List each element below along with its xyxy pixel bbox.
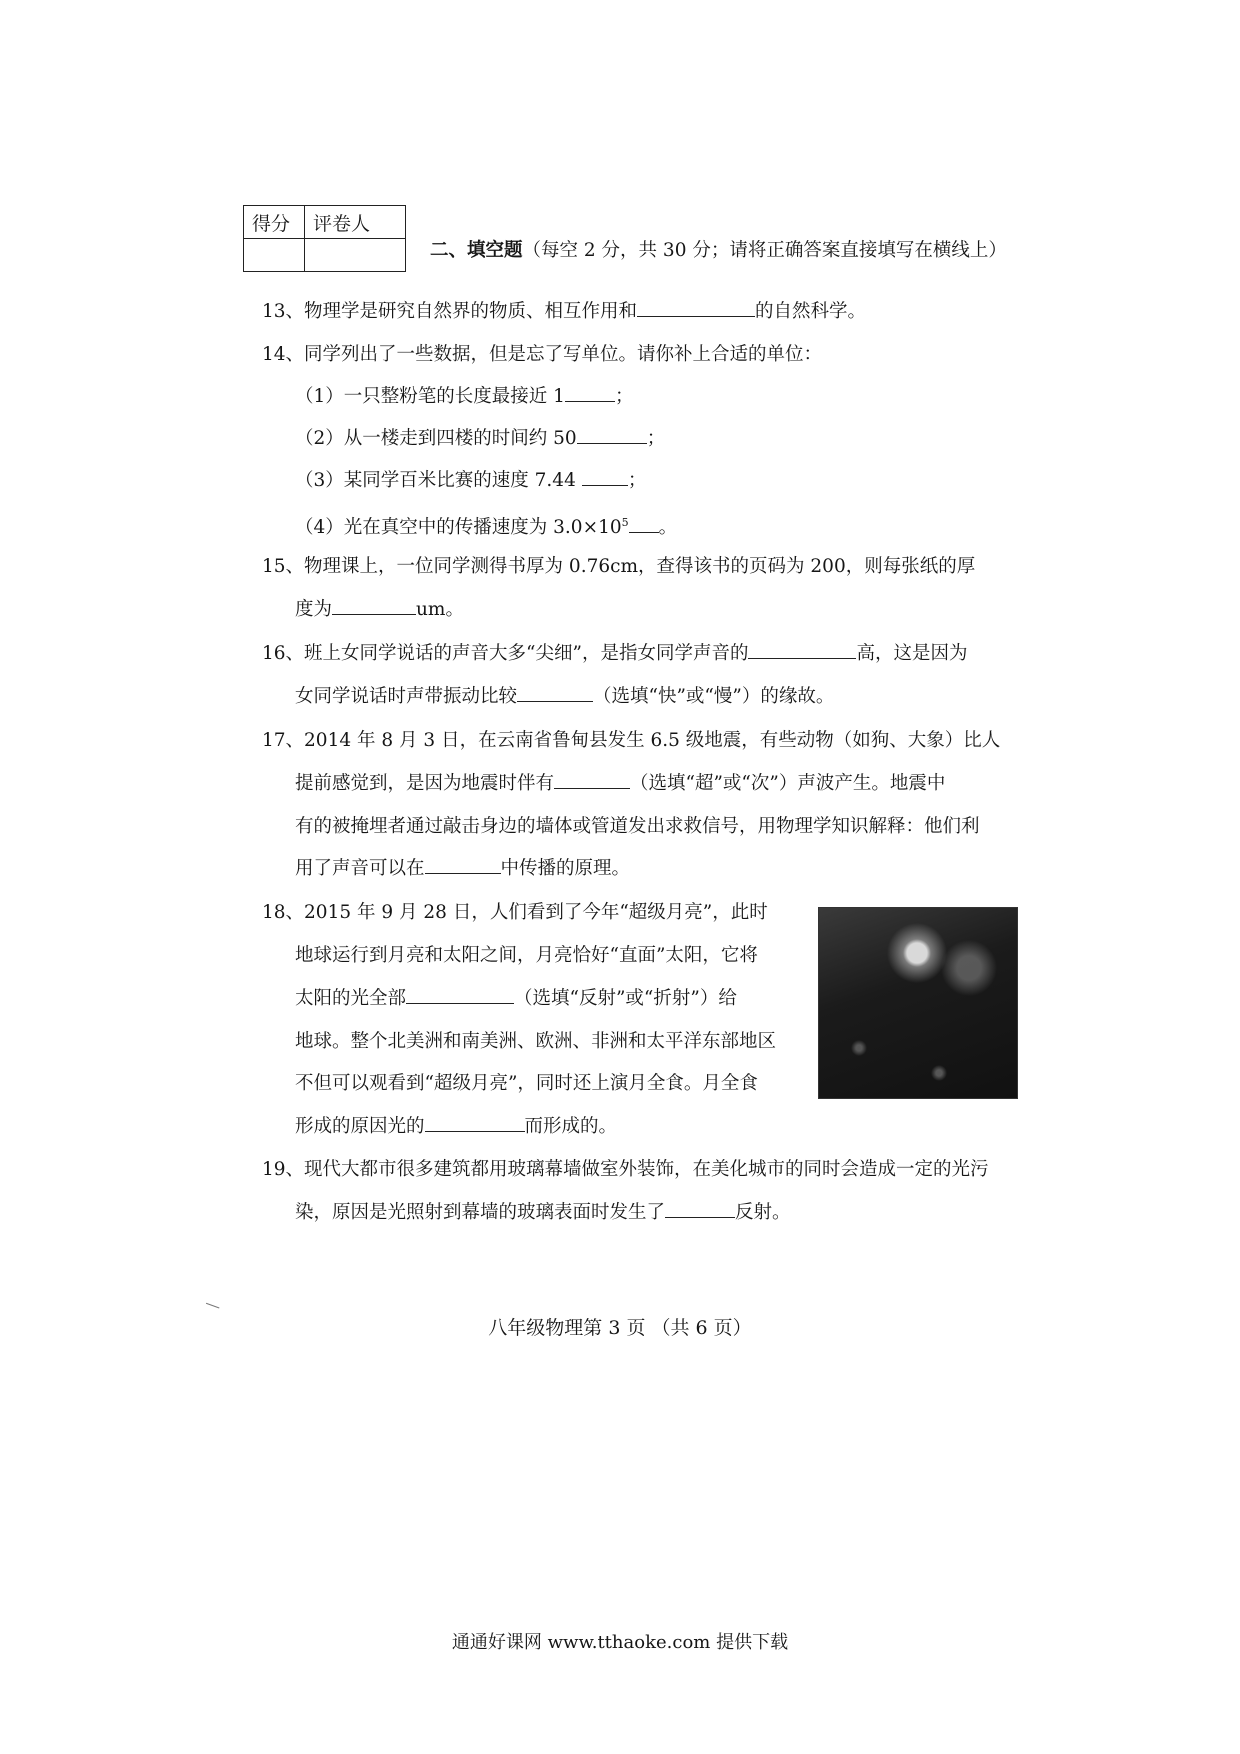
question-17-line-2 <box>295 771 945 797</box>
download-source: 通通好课网 www.tthaoke.com 提供下载 <box>451 1632 789 1653</box>
supermoon-photo <box>818 907 1018 1099</box>
page-footer: 八年级物理第 3 页 （共 6 页） <box>488 1317 752 1339</box>
question-19-line-2 <box>295 1200 791 1226</box>
q14-p3-blank <box>582 468 628 486</box>
question-14-stem: 14、同学列出了一些数据，但是忘了写单位。请你补上合适的单位： <box>262 344 823 365</box>
question-14-part-4 <box>295 510 677 541</box>
q19-blank <box>665 1200 735 1218</box>
question-18-line-6 <box>295 1114 617 1140</box>
section-heading <box>430 236 1007 262</box>
q18-text-b: （选填“反射”或“折射”）给 <box>514 988 737 1009</box>
q19-text-b: 反射。 <box>735 1202 791 1223</box>
q18-text-d: 而形成的。 <box>524 1116 618 1137</box>
q14-p2-text: （2）从一楼走到四楼的时间约 50 <box>295 428 577 449</box>
q17-blank-2 <box>425 856 501 874</box>
question-14-part-1 <box>295 384 633 410</box>
q15-blank <box>332 597 416 615</box>
question-18-line-2: 地球运行到月亮和太阳之间，月亮恰好“直面”太阳，它将 <box>295 945 758 966</box>
question-16-line-2 <box>295 684 834 710</box>
q18-blank-1 <box>406 986 514 1004</box>
q16-text-d: （选填“快”或“慢”）的缘故。 <box>593 686 835 707</box>
score-cell <box>244 239 305 272</box>
grader-header: 评卷人 <box>305 206 406 239</box>
q17-text-b: （选填“超”或“次”）声波产生。地震中 <box>630 773 946 794</box>
q14-p4-blank <box>629 515 659 533</box>
q14-p1-end: ； <box>614 386 634 407</box>
score-box <box>243 205 406 272</box>
question-18-line-3 <box>295 986 737 1012</box>
question-14-part-2 <box>295 426 665 452</box>
question-18-line-4: 地球。整个北美洲和南美洲、欧洲、非洲和太平洋东部地区 <box>295 1031 777 1052</box>
question-18-line-1: 18、2015 年 9 月 28 日，人们看到了今年“超级月亮”，此时 <box>262 902 768 923</box>
section-rule: （每空 2 分，共 30 分；请将正确答案直接填写在横线上） <box>522 240 1007 261</box>
question-13 <box>262 299 866 325</box>
q14-p4-text: （4）光在真空中的传播速度为 3.0×10 <box>295 517 622 539</box>
question-15-line-1: 15、物理课上，一位同学测得书厚为 0.76cm，查得该书的页码为 200，则每张纸的厚 <box>262 556 976 577</box>
q17-text-d: 中传播的原理。 <box>500 858 631 879</box>
q14-p4-exponent: 5 <box>621 516 629 529</box>
q14-p3-text: （3）某同学百米比赛的速度 7.44 <box>295 470 576 491</box>
q16-text-b: 高，这是因为 <box>856 643 968 664</box>
score-header: 得分 <box>244 206 305 239</box>
question-15-line-2 <box>295 597 464 623</box>
q18-blank-2 <box>425 1114 525 1132</box>
q13-blank <box>637 299 755 317</box>
q17-text-a: 提前感觉到，是因为地震时伴有 <box>295 773 555 794</box>
question-17-line-4 <box>295 856 630 882</box>
q14-p2-blank <box>577 426 647 444</box>
q18-text-a: 太阳的光全部 <box>295 988 407 1009</box>
question-19-line-1: 19、现代大都市很多建筑都用玻璃幕墙做室外装饰，在美化城市的同时会造成一定的光污 <box>262 1159 989 1180</box>
q13-text-b: 的自然科学。 <box>755 301 867 322</box>
q16-blank-2 <box>517 684 593 702</box>
q17-text-c: 用了声音可以在 <box>295 858 425 879</box>
q16-text-a: 16、班上女同学说话的声音大多“尖细”，是指女同学声音的 <box>262 643 749 664</box>
q14-p3-end: ； <box>627 470 647 491</box>
q14-p2-end: ； <box>646 428 666 449</box>
question-17-line-1: 17、2014 年 8 月 3 日，在云南省鲁甸县发生 6.5 级地震，有些动物（如狗、大象）比人 <box>262 730 1001 751</box>
grader-cell <box>305 239 406 272</box>
scan-speck <box>205 1303 220 1312</box>
q14-p4-end: 。 <box>658 517 678 539</box>
q16-text-c: 女同学说话时声带振动比较 <box>295 686 518 707</box>
q16-blank-1 <box>748 641 856 659</box>
section-name: 二、填空题 <box>430 240 523 261</box>
q17-blank-1 <box>554 771 630 789</box>
q13-text-a: 13、物理学是研究自然界的物质、相互作用和 <box>262 301 638 322</box>
q14-p1-blank <box>565 384 615 402</box>
question-18-line-5: 不但可以观看到“超级月亮”，同时还上演月全食。月全食 <box>295 1073 758 1094</box>
question-17-line-3: 有的被掩埋者通过敲击身边的墙体或管道发出求救信号，用物理学知识解释：他们利 <box>295 816 980 837</box>
q19-text-a: 染，原因是光照射到幕墙的玻璃表面时发生了 <box>295 1202 666 1223</box>
q18-text-c: 形成的原因光的 <box>295 1116 425 1137</box>
question-14-part-3 <box>295 468 646 494</box>
q15-text-b: um。 <box>416 599 464 620</box>
question-16-line-1 <box>262 641 967 667</box>
q14-p1-text: （1）一只整粉笔的长度最接近 1 <box>295 386 565 407</box>
q15-text-a: 度为 <box>295 599 333 620</box>
